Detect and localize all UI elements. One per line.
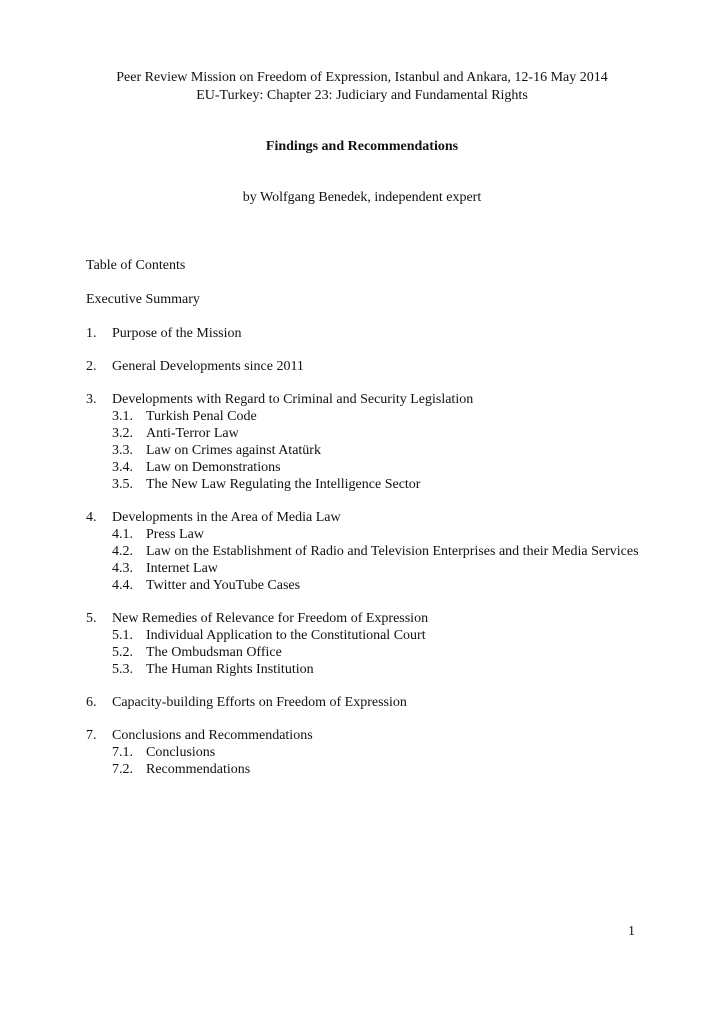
toc-subsection-title: Anti-Terror Law xyxy=(146,426,239,441)
toc-section-number: 4. xyxy=(86,510,97,525)
table-of-contents xyxy=(86,325,646,794)
toc-subsection-number: 3.3. xyxy=(112,443,133,458)
toc-section-number: 1. xyxy=(86,326,97,341)
toc-subsection-number: 3.4. xyxy=(112,460,133,475)
toc-subsection-row xyxy=(86,644,646,661)
toc-subsection-title: The New Law Regulating the Intelligence Sector xyxy=(146,477,421,492)
toc-subsection-number: 3.1. xyxy=(112,409,133,424)
toc-subsection-title: The Ombudsman Office xyxy=(146,645,282,660)
toc-section-title: Capacity-building Efforts on Freedom of Expression xyxy=(112,695,407,710)
toc-subsection-row xyxy=(86,627,646,644)
toc-subsection-title: Individual Application to the Constitutional Court xyxy=(146,628,426,643)
toc-section-row xyxy=(86,610,646,627)
toc-subsection-row xyxy=(86,577,646,594)
toc-subsection-title: Internet Law xyxy=(146,561,218,576)
toc-subsection-row xyxy=(86,761,646,778)
toc-subsection-row xyxy=(86,543,646,560)
toc-section-number: 7. xyxy=(86,728,97,743)
toc-subsection-number: 4.1. xyxy=(112,527,133,542)
toc-section xyxy=(86,358,646,375)
toc-section-row xyxy=(86,358,646,375)
toc-section-number: 3. xyxy=(86,392,97,407)
toc-subsection-row xyxy=(86,442,646,459)
toc-subsection-row xyxy=(86,459,646,476)
toc-subsection-number: 5.3. xyxy=(112,662,133,677)
toc-executive-summary: Executive Summary xyxy=(86,292,200,307)
toc-subsection-title: Law on the Establishment of Radio and Television Enterprises and their Media Services xyxy=(146,544,639,559)
byline: by Wolfgang Benedek, independent expert xyxy=(242,190,482,205)
header-line-1: Peer Review Mission on Freedom of Expression, Istanbul and Ankara, 12-16 May 2014 xyxy=(116,70,608,85)
toc-subsection-number: 3.5. xyxy=(112,477,133,492)
toc-subsection-row xyxy=(86,560,646,577)
toc-subsection-title: The Human Rights Institution xyxy=(146,662,314,677)
toc-subsection-number: 5.1. xyxy=(112,628,133,643)
toc-heading: Table of Contents xyxy=(86,258,186,273)
toc-subsection-row xyxy=(86,661,646,678)
toc-section xyxy=(86,391,646,493)
toc-subsection-title: Recommendations xyxy=(146,762,251,777)
toc-section xyxy=(86,694,646,711)
toc-subsection-number: 4.4. xyxy=(112,578,133,593)
toc-subsection-row xyxy=(86,408,646,425)
toc-subsection-title: Twitter and YouTube Cases xyxy=(146,578,301,593)
toc-section xyxy=(86,509,646,594)
toc-section xyxy=(86,610,646,678)
toc-section-title: Purpose of the Mission xyxy=(112,326,242,341)
toc-subsection-number: 3.2. xyxy=(112,426,133,441)
toc-subsection-number: 7.2. xyxy=(112,762,133,777)
toc-subsection-row xyxy=(86,476,646,493)
toc-subsection-number: 4.3. xyxy=(112,561,133,576)
toc-section-number: 2. xyxy=(86,359,97,374)
toc-section xyxy=(86,325,646,342)
toc-section-row xyxy=(86,325,646,342)
toc-subsection-row xyxy=(86,526,646,543)
toc-section-row xyxy=(86,391,646,408)
document-title: Findings and Recommendations xyxy=(265,139,459,154)
header-line-2: EU-Turkey: Chapter 23: Judiciary and Fundamental Rights xyxy=(196,88,528,103)
toc-subsection-title: Press Law xyxy=(146,527,204,542)
toc-section-title: Conclusions and Recommendations xyxy=(112,728,313,743)
toc-subsection-row xyxy=(86,744,646,761)
toc-section-number: 5. xyxy=(86,611,97,626)
toc-subsection-title: Turkish Penal Code xyxy=(146,409,257,424)
toc-section-title: Developments with Regard to Criminal and Security Legislation xyxy=(112,392,474,407)
toc-subsection-number: 5.2. xyxy=(112,645,133,660)
toc-section-title: General Developments since 2011 xyxy=(112,359,304,374)
toc-subsection-number: 7.1. xyxy=(112,745,133,760)
page-number: 1 xyxy=(628,924,635,939)
toc-section xyxy=(86,727,646,778)
toc-subsection-row xyxy=(86,425,646,442)
toc-section-title: New Remedies of Relevance for Freedom of Expression xyxy=(112,611,429,626)
toc-subsection-title: Conclusions xyxy=(146,745,216,760)
toc-section-row xyxy=(86,727,646,744)
toc-section-row xyxy=(86,694,646,711)
toc-section-title: Developments in the Area of Media Law xyxy=(112,510,341,525)
toc-section-row xyxy=(86,509,646,526)
toc-subsection-title: Law on Demonstrations xyxy=(146,460,281,475)
toc-subsection-number: 4.2. xyxy=(112,544,133,559)
toc-subsection-title: Law on Crimes against Atatürk xyxy=(146,443,321,458)
toc-section-number: 6. xyxy=(86,695,97,710)
